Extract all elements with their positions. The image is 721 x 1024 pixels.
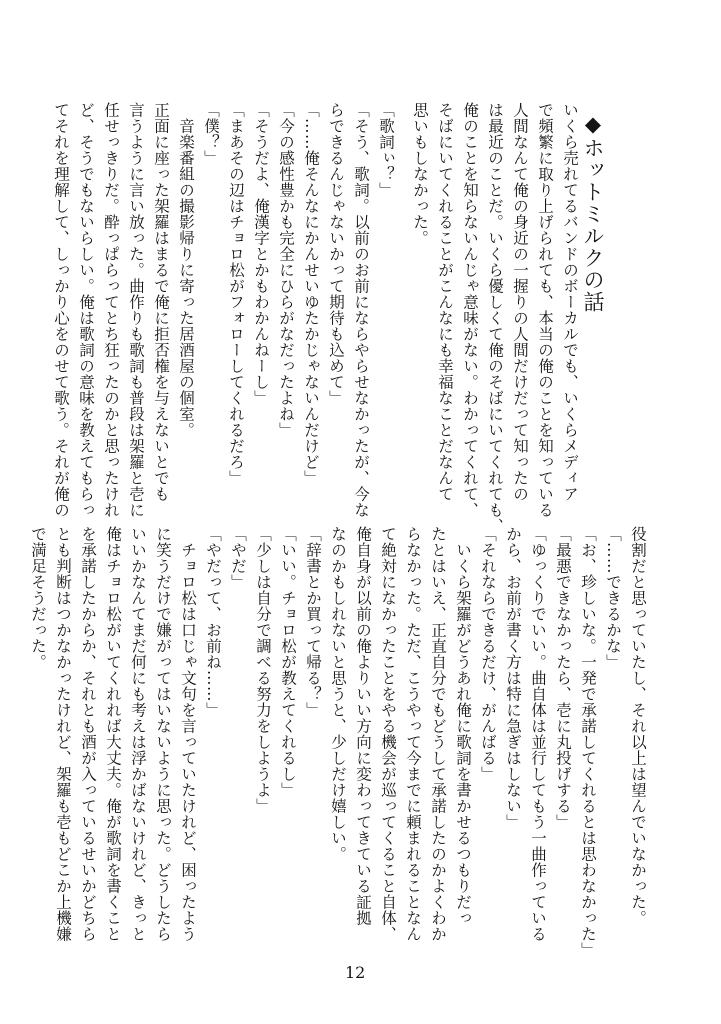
text-column: 言うように言い放った。曲作りも歌詞も普段は架羅と壱に	[127, 102, 145, 518]
text-column: から、お前が書く方は特に急ぎはしない」	[504, 526, 522, 830]
text-column: なのかもしれないと思うと、少しだけ嬉しい。	[329, 526, 347, 862]
text-column: 「そうだよ、俺漢字とかもわかんねーし」	[252, 102, 270, 406]
text-column: 「……できるかな」	[604, 526, 622, 670]
text-column: 正面に座った架羅はまるで俺に拒否権を与えないとでも	[152, 102, 170, 502]
text-column: そばにいてくれることがこんなにも幸福なことだなんて	[436, 102, 454, 502]
page-number: 12	[345, 963, 366, 982]
text-column: に笑うだけで嫌がってはいないように思った。どうしたら	[154, 526, 172, 942]
text-column: 「少しは自分で調べる努力をしようよ」	[254, 526, 272, 814]
text-column: 俺はチョロ松がいてくれれば大丈夫。俺が歌詞を書くこと	[104, 526, 122, 942]
text-column: 俺のことを知らないんじゃ意味がない。わかってくれて、	[461, 102, 479, 518]
text-column: 「歌詞ぃ？」	[377, 102, 395, 198]
text-column: 「……俺そんなにかんせいゆたかじゃないんだけど」	[302, 102, 320, 486]
text-column: たとはいえ、正直自分でもどうして承諾したのかよくわか	[429, 526, 447, 942]
text-column: 「今の感性豊かも完全にひらがなだったよね」	[277, 102, 295, 438]
text-column: 「僕？」	[202, 102, 220, 166]
text-column: 俺自身が以前の俺よりいい方向に変わってきている証拠	[354, 526, 372, 926]
text-column: 「最悪できなかったら、壱に丸投げする」	[554, 526, 572, 830]
text-column: 「お、珍しいな。一発で承諾してくれるとは思わなかった」	[579, 526, 597, 958]
text-column: て絶対になかったことをやる機会が巡ってくること自体、	[379, 526, 397, 942]
text-column: 思いもしなかった。	[411, 102, 429, 246]
text-column: 「ゆっくりでいい。曲自体は並行してもう一曲作っている	[529, 526, 547, 942]
text-column: 人間なんて俺の身近の一握りの人間だけだって知ったの	[511, 102, 529, 502]
text-column: いくら架羅がどうあれ俺に歌詞を書かせるつもりだっ	[454, 526, 472, 926]
text-column: 任せっきりだ。酔っぱらってとち狂ったのかと思ったけれ	[102, 102, 120, 518]
section-title: ◆ホットミルクの話	[581, 112, 605, 313]
text-column: らできるんじゃないかって期待も込めて」	[327, 102, 345, 406]
text-column: 「そう、歌詞。以前のお前にならやらせなかったが、今な	[352, 102, 370, 518]
text-column: 役割だと思っていたし、それ以上は望んでいなかった。	[629, 526, 647, 926]
text-column: 「やだって、お前ね……」	[204, 526, 222, 718]
text-column: 「まあその辺はチョロ松がフォローしてくれるだろ」	[227, 102, 245, 486]
text-column: ど、そうでもないらしい。俺は歌詞の意味を教えてもらっ	[77, 102, 95, 518]
text-column: を承諾したからか、それとも酒が入っているせいかどちら	[79, 526, 97, 942]
text-column: てそれを理解して、しっかり心をのせて歌う。それが俺の	[52, 102, 70, 518]
text-column: 「やだ」	[229, 526, 247, 590]
text-column: 「辞書とか買って帰る？」	[304, 526, 322, 718]
text-column: いいかなんてまだ何にも考えは浮かばないけれど、きっと	[129, 526, 147, 942]
text-column: 「いい。チョロ松が教えてくれるし」	[279, 526, 297, 798]
text-column: 「それならできるだけ、がんばる」	[479, 526, 497, 782]
text-column: で頻繁に取り上げられても、本当の俺のことを知っている	[536, 102, 554, 518]
text-column: は最近のことだ。いくら優しくて俺のそばにいてくれても、	[486, 102, 504, 534]
text-column: で満足そうだった。	[29, 526, 47, 670]
text-column: 音楽番組の撮影帰りに寄った居酒屋の個室。	[177, 102, 195, 438]
text-column: らなかった。ただ、こうやって今までに頼まれることなん	[404, 526, 422, 942]
text-column: いくら売れてるバンドのボーカルでも、いくらメディア	[561, 102, 579, 502]
text-column: とも判断はつかなかったけれど、架羅も壱もどこか上機嫌	[54, 526, 72, 942]
text-column: チョロ松は口じゃ文句を言っていたけれど、困ったよう	[179, 526, 197, 942]
